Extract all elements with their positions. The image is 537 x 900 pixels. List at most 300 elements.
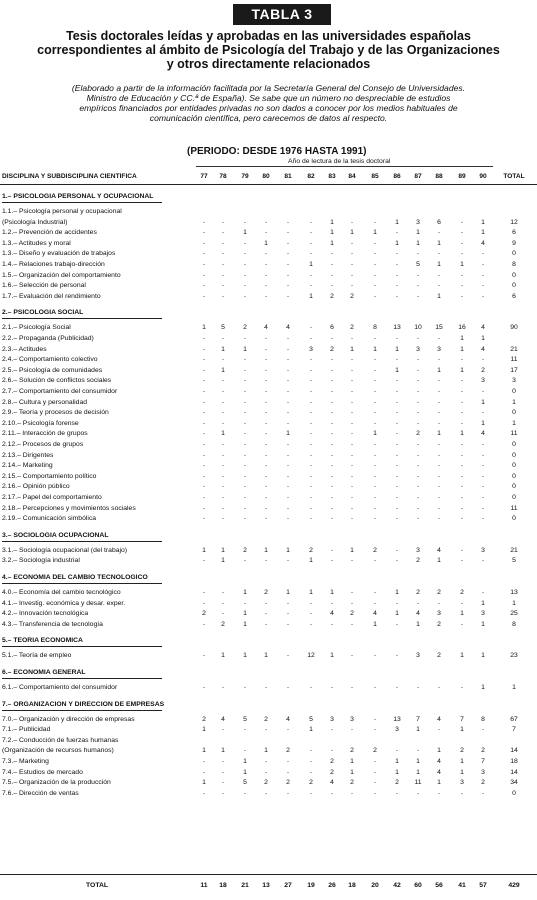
table-cell: - bbox=[481, 504, 485, 512]
row-label: 4.2.– Innovación tecnológica bbox=[2, 610, 89, 618]
table-cell: - bbox=[330, 282, 334, 290]
column-header-discipline: DISCIPLINA Y SUBDISCIPLINA CIENTIFICA bbox=[2, 173, 137, 180]
table-cell: - bbox=[460, 789, 464, 797]
table-cell: - bbox=[221, 218, 225, 226]
table-cell: 3 bbox=[416, 345, 420, 353]
table-cell: - bbox=[416, 356, 420, 364]
table-cell: 2 bbox=[481, 366, 485, 374]
table-cell: - bbox=[460, 292, 464, 300]
table-cell: - bbox=[350, 261, 354, 268]
table-cell: - bbox=[395, 462, 399, 470]
table-row bbox=[0, 545, 537, 556]
table-cell: 2 bbox=[330, 758, 334, 765]
table-cell: - bbox=[481, 789, 485, 797]
table-cell: - bbox=[202, 515, 206, 523]
table-cell: - bbox=[286, 345, 290, 353]
table-row bbox=[0, 619, 537, 630]
table-cell: 1 bbox=[416, 620, 420, 628]
table-cell: 1 bbox=[437, 292, 441, 300]
row-label: 1.2.– Prevención de accidentes bbox=[2, 229, 97, 237]
table-cell: - bbox=[481, 409, 485, 417]
table-cell: - bbox=[481, 515, 485, 523]
table-cell: - bbox=[481, 292, 485, 300]
table-cell: 10 bbox=[414, 324, 422, 332]
total-cell: 13 bbox=[262, 882, 270, 889]
table-row bbox=[0, 354, 537, 365]
table-cell: - bbox=[243, 789, 247, 797]
table-cell: - bbox=[373, 398, 377, 406]
table-cell: 4 bbox=[481, 430, 485, 438]
table-cell: 1 bbox=[481, 335, 485, 342]
table-cell: - bbox=[350, 430, 354, 438]
table-cell: - bbox=[330, 504, 334, 512]
section-underline bbox=[2, 202, 162, 203]
table-cell: - bbox=[350, 472, 354, 480]
table-cell: - bbox=[309, 218, 313, 226]
row-label: 1.3.– Diseño y evaluación de trabajos bbox=[2, 250, 116, 258]
table-cell: - bbox=[286, 768, 290, 776]
table-cell: - bbox=[460, 504, 464, 512]
note-line: Ministro de Educación y CC.ª de España). Se sabe que un número no despreciable de estudios bbox=[86, 93, 451, 103]
table-cell: 4 bbox=[437, 546, 441, 554]
table-cell: 4 bbox=[416, 610, 420, 618]
column-header-year: 86 bbox=[393, 173, 401, 180]
table-cell: - bbox=[481, 282, 485, 290]
row-total: 6 bbox=[512, 292, 516, 300]
table-cell: 3 bbox=[481, 546, 485, 554]
table-cell: - bbox=[309, 515, 313, 523]
table-row bbox=[0, 407, 537, 418]
table-cell: 1 bbox=[437, 430, 441, 438]
year-caption: Año de lectura de la tesis doctoral bbox=[288, 158, 391, 165]
table-cell: 1 bbox=[416, 726, 420, 734]
table-cell: - bbox=[437, 483, 441, 491]
table-cell: - bbox=[264, 620, 268, 628]
row-label: 4.1.– Investig. económica y desar. exper. bbox=[2, 599, 126, 607]
table-cell: - bbox=[416, 271, 420, 279]
row-total: 0 bbox=[512, 494, 516, 501]
table-cell: 1 bbox=[330, 229, 334, 237]
table-cell: - bbox=[373, 504, 377, 512]
table-cell: - bbox=[221, 356, 225, 364]
table-cell: - bbox=[264, 271, 268, 279]
table-cell: - bbox=[221, 726, 225, 734]
table-cell: - bbox=[286, 557, 290, 565]
row-label: 5.1.– Teoría de empleo bbox=[2, 652, 72, 660]
table-cell: - bbox=[437, 441, 441, 448]
table-cell: 1 bbox=[395, 768, 399, 776]
table-cell: - bbox=[416, 747, 420, 755]
table-cell: 2 bbox=[416, 430, 420, 438]
table-cell: 3 bbox=[481, 377, 485, 385]
table-cell: - bbox=[286, 239, 290, 247]
table-cell: - bbox=[309, 239, 313, 247]
row-total: 25 bbox=[510, 610, 518, 618]
table-cell: - bbox=[460, 229, 464, 237]
table-cell: - bbox=[460, 377, 464, 385]
note-line: (Elaborado a partir de la información facilitada por la Secretaría General del Consejo de Universidades. bbox=[71, 83, 466, 93]
table-cell: 1 bbox=[416, 229, 420, 237]
table-cell: - bbox=[202, 557, 206, 565]
table-cell: - bbox=[202, 388, 206, 395]
row-label: 2.19.– Comunicación simbólica bbox=[2, 515, 97, 523]
table-cell: 4 bbox=[286, 324, 290, 332]
table-cell: - bbox=[243, 356, 247, 364]
table-cell: 1 bbox=[309, 726, 313, 734]
table-cell: 1 bbox=[481, 218, 485, 226]
column-header-year: 82 bbox=[307, 173, 315, 180]
table-cell: - bbox=[243, 472, 247, 480]
table-cell: - bbox=[309, 271, 313, 279]
table-cell: - bbox=[243, 504, 247, 512]
table-cell: 8 bbox=[481, 715, 485, 723]
table-cell: - bbox=[460, 599, 464, 607]
table-cell: - bbox=[373, 441, 377, 448]
table-cell: - bbox=[309, 684, 313, 691]
table-cell: 2 bbox=[395, 779, 399, 787]
table-cell: - bbox=[330, 546, 334, 554]
table-cell: - bbox=[243, 557, 247, 565]
table-cell: - bbox=[264, 494, 268, 501]
table-cell: 1 bbox=[437, 239, 441, 247]
table-cell: - bbox=[202, 430, 206, 438]
table-cell: - bbox=[416, 409, 420, 417]
row-label: 1.6.– Selección de personal bbox=[2, 282, 86, 290]
row-total: 3 bbox=[512, 377, 516, 385]
table-cell: - bbox=[330, 441, 334, 448]
table-cell: 2 bbox=[309, 779, 313, 787]
title-line: y otros directamente relacionados bbox=[166, 57, 371, 71]
table-cell: - bbox=[221, 462, 225, 470]
table-cell: 12 bbox=[307, 652, 315, 660]
table-cell: - bbox=[350, 620, 354, 628]
table-cell: - bbox=[481, 589, 485, 596]
column-header-year: 90 bbox=[479, 173, 487, 180]
table-cell: - bbox=[481, 271, 485, 279]
table-cell: - bbox=[264, 789, 268, 797]
table-cell: 3 bbox=[416, 218, 420, 226]
table-cell: 4 bbox=[221, 715, 225, 723]
table-cell: 3 bbox=[481, 610, 485, 618]
table-row bbox=[0, 397, 537, 408]
section-underline bbox=[2, 710, 162, 711]
table-cell: - bbox=[286, 250, 290, 258]
table-cell: - bbox=[437, 462, 441, 470]
table-cell: - bbox=[350, 282, 354, 290]
table-cell: 5 bbox=[309, 715, 313, 723]
row-label: 2.14.– Marketing bbox=[2, 462, 53, 470]
table-cell: - bbox=[460, 282, 464, 290]
row-total: 21 bbox=[510, 345, 518, 353]
row-label: 1.4.– Relaciones trabajo-dirección bbox=[2, 261, 105, 268]
row-total: 0 bbox=[512, 515, 516, 523]
table-cell: - bbox=[243, 684, 247, 691]
table-cell: - bbox=[350, 684, 354, 691]
table-cell: - bbox=[309, 409, 313, 417]
title-line: correspondientes al ámbito de Psicología del Trabajo y de las Organizaciones bbox=[37, 43, 500, 57]
table-cell: 4 bbox=[264, 324, 268, 332]
table-cell: 1 bbox=[481, 599, 485, 607]
row-total: 34 bbox=[510, 779, 518, 787]
row-label: 2.11.– Interacción de grupos bbox=[2, 430, 88, 438]
row-label: 7.5.– Organización de la producción bbox=[2, 779, 111, 787]
table-cell: 2 bbox=[243, 546, 247, 554]
table-cell: - bbox=[202, 441, 206, 448]
table-cell: - bbox=[437, 472, 441, 480]
table-cell: - bbox=[416, 377, 420, 385]
table-cell: - bbox=[350, 409, 354, 417]
table-cell: - bbox=[286, 409, 290, 417]
table-row bbox=[0, 344, 537, 355]
table-cell: - bbox=[395, 504, 399, 512]
table-cell: - bbox=[243, 218, 247, 226]
period-caption: (PERIODO: DESDE 1976 HASTA 1991) bbox=[187, 146, 367, 157]
table-cell: - bbox=[330, 409, 334, 417]
table-cell: - bbox=[416, 398, 420, 406]
table-cell: - bbox=[416, 515, 420, 523]
section-header bbox=[0, 635, 537, 646]
table-cell: - bbox=[202, 789, 206, 797]
row-label: 7.0.– Organización y dirección de empresas bbox=[2, 715, 135, 723]
section-header bbox=[0, 307, 537, 318]
table-cell: 1 bbox=[330, 218, 334, 226]
table-cell: - bbox=[286, 758, 290, 765]
table-cell: 4 bbox=[286, 715, 290, 723]
row-total: 11 bbox=[510, 356, 518, 364]
table-cell: - bbox=[460, 620, 464, 628]
table-cell: - bbox=[202, 250, 206, 258]
table-cell: - bbox=[309, 419, 313, 427]
table-cell: - bbox=[243, 282, 247, 290]
row-total: 11 bbox=[510, 504, 518, 512]
table-cell: - bbox=[309, 441, 313, 448]
row-label: 7.1.– Publicidad bbox=[2, 726, 51, 734]
table-cell: - bbox=[286, 684, 290, 691]
row-label: 1.3.– Actitudes y moral bbox=[2, 239, 71, 247]
table-cell: 7 bbox=[416, 715, 420, 723]
row-total: 67 bbox=[510, 715, 518, 723]
table-cell: 1 bbox=[460, 768, 464, 776]
table-cell: - bbox=[243, 250, 247, 258]
table-cell: - bbox=[286, 441, 290, 448]
table-cell: 2 bbox=[350, 292, 354, 300]
table-cell: - bbox=[264, 218, 268, 226]
table-cell: - bbox=[350, 789, 354, 797]
table-cell: 1 bbox=[395, 239, 399, 247]
table-row bbox=[0, 724, 537, 735]
table-cell: - bbox=[309, 451, 313, 459]
table-cell: - bbox=[481, 250, 485, 258]
table-cell: - bbox=[330, 684, 334, 691]
table-cell: - bbox=[350, 398, 354, 406]
table-cell: - bbox=[373, 218, 377, 226]
table-cell: 1 bbox=[202, 747, 206, 755]
total-cell: 27 bbox=[284, 882, 292, 889]
table-cell: 2 bbox=[286, 747, 290, 755]
row-total: 0 bbox=[512, 451, 516, 459]
row-total: 0 bbox=[512, 282, 516, 290]
table-cell: - bbox=[373, 557, 377, 565]
table-cell: 2 bbox=[373, 747, 377, 755]
table-cell: - bbox=[350, 441, 354, 448]
column-header-year: 87 bbox=[414, 173, 422, 180]
table-row bbox=[0, 375, 537, 386]
table-cell: 2 bbox=[264, 715, 268, 723]
table-cell: - bbox=[202, 462, 206, 470]
table-cell: 1 bbox=[395, 610, 399, 618]
table-cell: - bbox=[481, 451, 485, 459]
table-cell: - bbox=[395, 398, 399, 406]
table-cell: 2 bbox=[286, 779, 290, 787]
table-cell: - bbox=[202, 768, 206, 776]
table-cell: - bbox=[264, 610, 268, 618]
table-cell: - bbox=[416, 483, 420, 491]
table-cell: - bbox=[202, 218, 206, 226]
table-cell: - bbox=[350, 218, 354, 226]
section-underline bbox=[2, 583, 162, 584]
column-header-year: 80 bbox=[262, 173, 270, 180]
total-cell: 42 bbox=[393, 882, 401, 889]
row-total: 13 bbox=[510, 589, 518, 596]
table-cell: 1 bbox=[221, 747, 225, 755]
table-cell: - bbox=[286, 789, 290, 797]
table-cell: 1 bbox=[286, 546, 290, 554]
table-cell: 2 bbox=[309, 546, 313, 554]
total-rule bbox=[0, 874, 537, 875]
table-cell: 3 bbox=[437, 345, 441, 353]
table-cell: - bbox=[395, 261, 399, 268]
table-cell: - bbox=[481, 462, 485, 470]
row-total: 0 bbox=[512, 472, 516, 480]
section-underline bbox=[2, 318, 162, 319]
table-cell: - bbox=[309, 610, 313, 618]
table-cell: 1 bbox=[309, 292, 313, 300]
table-row bbox=[0, 555, 537, 566]
table-cell: - bbox=[221, 515, 225, 523]
table-cell: - bbox=[460, 494, 464, 501]
table-cell: - bbox=[395, 388, 399, 395]
table-cell: - bbox=[221, 398, 225, 406]
table-cell: 2 bbox=[350, 779, 354, 787]
table-cell: 1 bbox=[437, 261, 441, 268]
table-cell: 2 bbox=[350, 610, 354, 618]
table-row bbox=[0, 735, 537, 746]
table-cell: - bbox=[264, 409, 268, 417]
table-cell: - bbox=[330, 377, 334, 385]
table-cell: 1 bbox=[243, 620, 247, 628]
table-cell: 1 bbox=[309, 589, 313, 596]
table-cell: - bbox=[460, 472, 464, 480]
table-cell: - bbox=[264, 345, 268, 353]
row-label: 2.6.– Solución de conflictos sociales bbox=[2, 377, 112, 385]
table-cell: - bbox=[286, 599, 290, 607]
table-cell: - bbox=[243, 726, 247, 734]
table-cell: - bbox=[286, 419, 290, 427]
table-cell: - bbox=[330, 557, 334, 565]
table-cell: - bbox=[416, 419, 420, 427]
table-row bbox=[0, 682, 537, 693]
table-cell: - bbox=[481, 483, 485, 491]
total-cell: 18 bbox=[348, 882, 356, 889]
table-cell: - bbox=[350, 366, 354, 374]
table-row bbox=[0, 280, 537, 291]
table-cell: - bbox=[221, 409, 225, 417]
row-label: 2.8.– Cultura y personalidad bbox=[2, 398, 88, 406]
table-cell: 1 bbox=[460, 430, 464, 438]
row-label: 7.6.– Dirección de ventas bbox=[2, 789, 79, 797]
table-cell: 4 bbox=[437, 715, 441, 723]
table-cell: - bbox=[221, 494, 225, 501]
table-cell: 4 bbox=[437, 768, 441, 776]
table-cell: - bbox=[437, 504, 441, 512]
row-label: 2.1.– Psicología Social bbox=[2, 324, 71, 332]
table-cell: 1 bbox=[221, 345, 225, 353]
table-cell: - bbox=[264, 419, 268, 427]
table-cell: - bbox=[416, 366, 420, 374]
table-cell: - bbox=[437, 515, 441, 523]
table-cell: 1 bbox=[264, 652, 268, 660]
table-cell: - bbox=[416, 462, 420, 470]
column-header-year: 84 bbox=[348, 173, 356, 180]
column-header-year: 83 bbox=[328, 173, 336, 180]
table-cell: 5 bbox=[221, 324, 225, 332]
table-row bbox=[0, 608, 537, 619]
table-cell: - bbox=[309, 398, 313, 406]
table-cell: - bbox=[264, 557, 268, 565]
table-cell: - bbox=[330, 599, 334, 607]
table-cell: - bbox=[202, 504, 206, 512]
table-cell: - bbox=[395, 292, 399, 300]
table-cell: 2 bbox=[350, 747, 354, 755]
table-cell: - bbox=[395, 250, 399, 258]
table-cell: 1 bbox=[437, 557, 441, 565]
table-cell: - bbox=[330, 726, 334, 734]
table-cell: - bbox=[437, 684, 441, 691]
table-cell: - bbox=[437, 388, 441, 395]
table-cell: - bbox=[221, 599, 225, 607]
table-cell: - bbox=[309, 504, 313, 512]
table-cell: - bbox=[460, 557, 464, 565]
section-label: 6.– ECONOMIA GENERAL bbox=[2, 669, 86, 676]
table-cell: - bbox=[286, 472, 290, 480]
table-cell: - bbox=[460, 451, 464, 459]
table-cell: - bbox=[460, 398, 464, 406]
table-cell: - bbox=[460, 218, 464, 226]
table-cell: - bbox=[416, 388, 420, 395]
table-row bbox=[0, 439, 537, 450]
table-row bbox=[0, 756, 537, 767]
table-cell: 1 bbox=[373, 345, 377, 353]
table-cell: 2 bbox=[437, 620, 441, 628]
table-cell: - bbox=[221, 377, 225, 385]
table-cell: - bbox=[395, 430, 399, 438]
table-cell: - bbox=[395, 409, 399, 417]
table-cell: - bbox=[264, 356, 268, 364]
table-cell: 2 bbox=[416, 557, 420, 565]
section-underline bbox=[2, 646, 162, 647]
row-total: 8 bbox=[512, 261, 516, 268]
row-label: 2.4.– Comportamiento colectivo bbox=[2, 356, 98, 364]
table-cell: 1 bbox=[286, 430, 290, 438]
table-cell: - bbox=[350, 271, 354, 279]
table-cell: - bbox=[395, 441, 399, 448]
table-cell: - bbox=[264, 462, 268, 470]
table-cell: 6 bbox=[330, 324, 334, 332]
table-row bbox=[0, 386, 537, 397]
table-cell: - bbox=[264, 451, 268, 459]
table-cell: 3 bbox=[460, 779, 464, 787]
table-cell: - bbox=[395, 451, 399, 459]
